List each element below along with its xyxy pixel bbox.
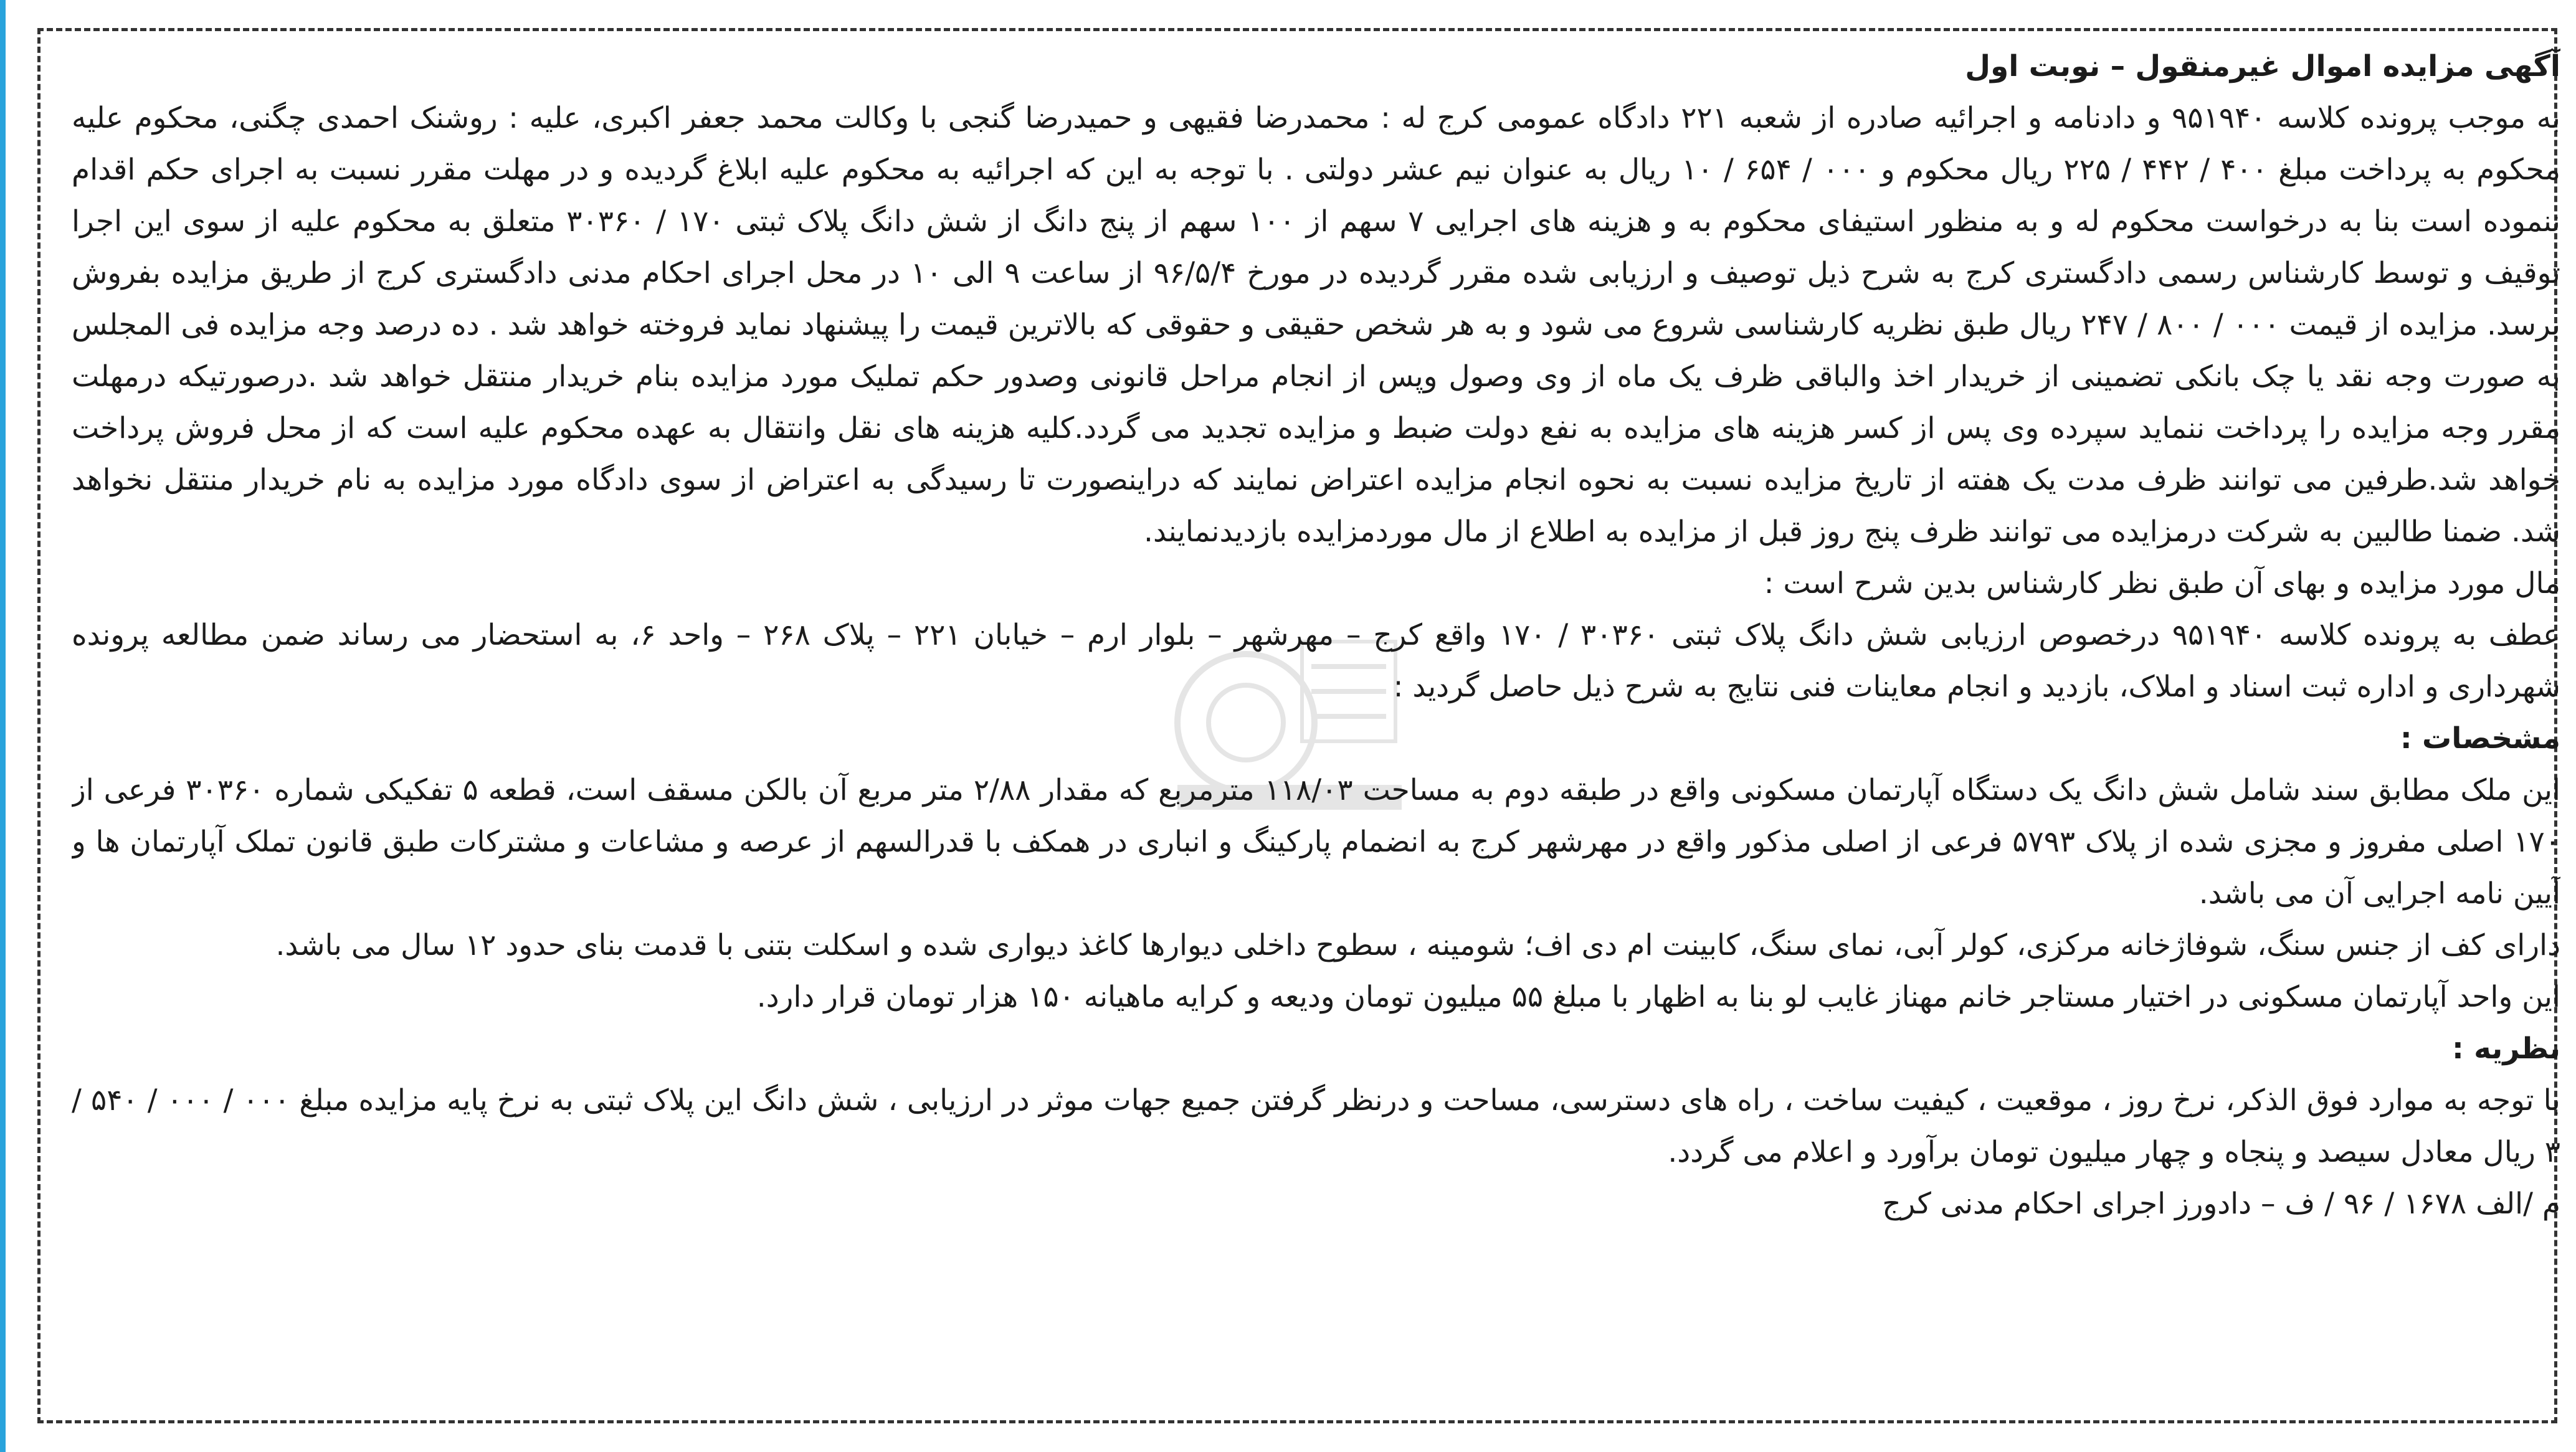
expert-report-paragraph: عطف به پرونده کلاسه ۹۵۱۹۴۰ درخصوص ارزیابی شش دانگ پلاک ثبتی ۳۰۳۶۰ / ۱۷۰ واقع کرج – مهرشهر – بلوار ارم – خیابان ۲۲۱ – پلاک ۲۶۸ – واحد ۶، به استحضار می رساند ضمن مطالعه پرونده شهرداری و اداره ثبت اسناد و املاک، بازدید و انجام معاینات فنی نتایج به شرح ذیل حاصل گردید : <box>72 618 2560 704</box>
tenant-paragraph: این واحد آپارتمان مسکونی در اختیار مستاجر خانم مهناز غایب لو بنا به اظهار با مبلغ ۵۵ میلیون تومان ودیعه و کرایه ماهیانه ۱۵۰ هزار تومان قرار دارد. <box>756 980 2560 1014</box>
property-intro-line: مال مورد مزایده و بهای آن طبق نظر کارشناس بدین شرح است : <box>1764 566 2560 600</box>
opinion-heading: نظریه : <box>2452 1032 2560 1066</box>
left-accent-bar <box>0 0 6 1452</box>
features-paragraph: دارای کف از جنس سنگ، شوفاژخانه مرکزی، کولر آبی، نمای سنگ، کابینت ام دی اف؛ شومینه ، سطوح داخلی دیوارها کاغذ دیواری شده و اسکلت بتنی با قدمت بنای حدود ۱۲ سال می باشد. <box>275 928 2560 962</box>
specs-paragraph: این ملک مطابق سند شامل شش دانگ یک دستگاه آپارتمان مسکونی واقع در طبقه دوم به مساحت ۱۱۸/۰۳ مترمربع که مقدار ۲/۸۸ متر مربع آن بالکن مسقف است، قطعه ۵ تفکیکی شماره ۳۰۳۶۰ فرعی از ۱۷۰ اصلی مفروز و مجزی شده از پلاک ۵۷۹۳ فرعی از اصلی مذکور واقع در مهرشهر کرج به انضمام پارکینگ و انباری در همکف با قدرالسهم از عرصه و مشاعات و مشترکات طبق قانون تملک آپارتمان ها و آیین نامه اجرایی آن می باشد. <box>72 773 2560 911</box>
notice-title: آگهی مزایده اموال غیرمنقول – نوبت اول <box>1965 49 2560 83</box>
notice-body-paragraph: به موجب پرونده کلاسه ۹۵۱۹۴۰ و دادنامه و اجرائیه صادره از شعبه ۲۲۱ دادگاه عمومی کرج له : محمدرضا فقیهی و حمیدرضا گنجی با وکالت محمد جعفر اکبری، علیه : روشنک احمدی چگنی، محکوم علیه محکوم به پرداخت مبلغ ۴۰۰ / ۴۴۲ / ۲۲۵ ریال محکوم و ۰۰۰ / ۶۵۴ / ۱۰ ریال به عنوان نیم عشر دولتی . با توجه به این که اجرائیه به محکوم علیه ابلاغ گردیده و در مهلت مقرر نسبت به اجرای حکم اقدام ننموده است بنا به درخواست محکوم له و به منظور استیفای محکوم به و هزینه های اجرایی ۷ سهم از ۱۰۰ سهم از پنج دانگ از شش دانگ پلاک ثبتی ۱۷۰ / ۳۰۳۶۰ متعلق به محکوم علیه از سوی این اجرا توقیف و توسط کارشناس رسمی دادگستری کرج به شرح ذیل توصیف و ارزیابی شده مقرر گردیده در مورخ ۹۶/۵/۴ از ساعت ۹ الی ۱۰ در محل اجرای احکام مدنی دادگستری کرج از طریق مزایده بفروش برسد. مزایده از قیمت ۰۰۰ / ۸۰۰ / ۲۴۷ ریال طبق نظریه کارشناسی شروع می شود و به هر شخص حقیقی و حقوقی که بالاترین قیمت را پیشنهاد نماید فروخته خواهد شد . ده درصد وجه مزایده فی المجلس به صورت وجه نقد یا چک بانکی تضمینی از خریدار اخذ والباقی ظرف یک ماه از وی وصول وپس از انجام مراحل قانونی وصدور حکم تملیک مورد مزایده بنام خریدار منتقل خواهد شد .درصورتیکه درمهلت مقرر وجه مزایده را پرداخت ننماید سپرده وی پس از کسر هزینه های مزایده به نفع دولت ضبط و مزایده تجدید می گردد.کلیه هزینه های نقل وانتقال به عهده محکوم علیه است که از محل فروش پرداخت خواهد شد.طرفین می توانند ظرف مدت یک هفته از تاریخ مزایده نسبت به نحوه انجام مزایده اعتراض نمایند که دراینصورت تا رسیدگی به اعتراض از سوی دادگاه مورد مزایده به نام خریدار منتقل نخواهد شد. ضمنا طالبین به شرکت درمزایده می توانند ظرف پنج روز قبل از مزایده به اطلاع از مال موردمزایده بازدیدنمایند. <box>72 101 2560 549</box>
signature-line: م /الف ۱۶۷۸ / ۹۶ / ف – دادورز اجرای احکام مدنی کرج <box>1882 1187 2560 1221</box>
specs-heading: مشخصات : <box>2400 721 2560 756</box>
opinion-paragraph: با توجه به موارد فوق الذکر، نرخ روز ، موقعیت ، کیفیت ساخت ، راه های دسترسی، مساحت و درنظر گرفتن جمیع جهات موثر در ارزیابی ، شش دانگ این پلاک ثبتی به نرخ پایه مزایده مبلغ ۰۰۰ / ۰۰۰ / ۵۴۰ / ۳ ریال معادل سیصد و پنجاه و چهار میلیون تومان برآورد و اعلام می گردد. <box>72 1083 2560 1169</box>
auction-notice <box>72 40 2560 1411</box>
